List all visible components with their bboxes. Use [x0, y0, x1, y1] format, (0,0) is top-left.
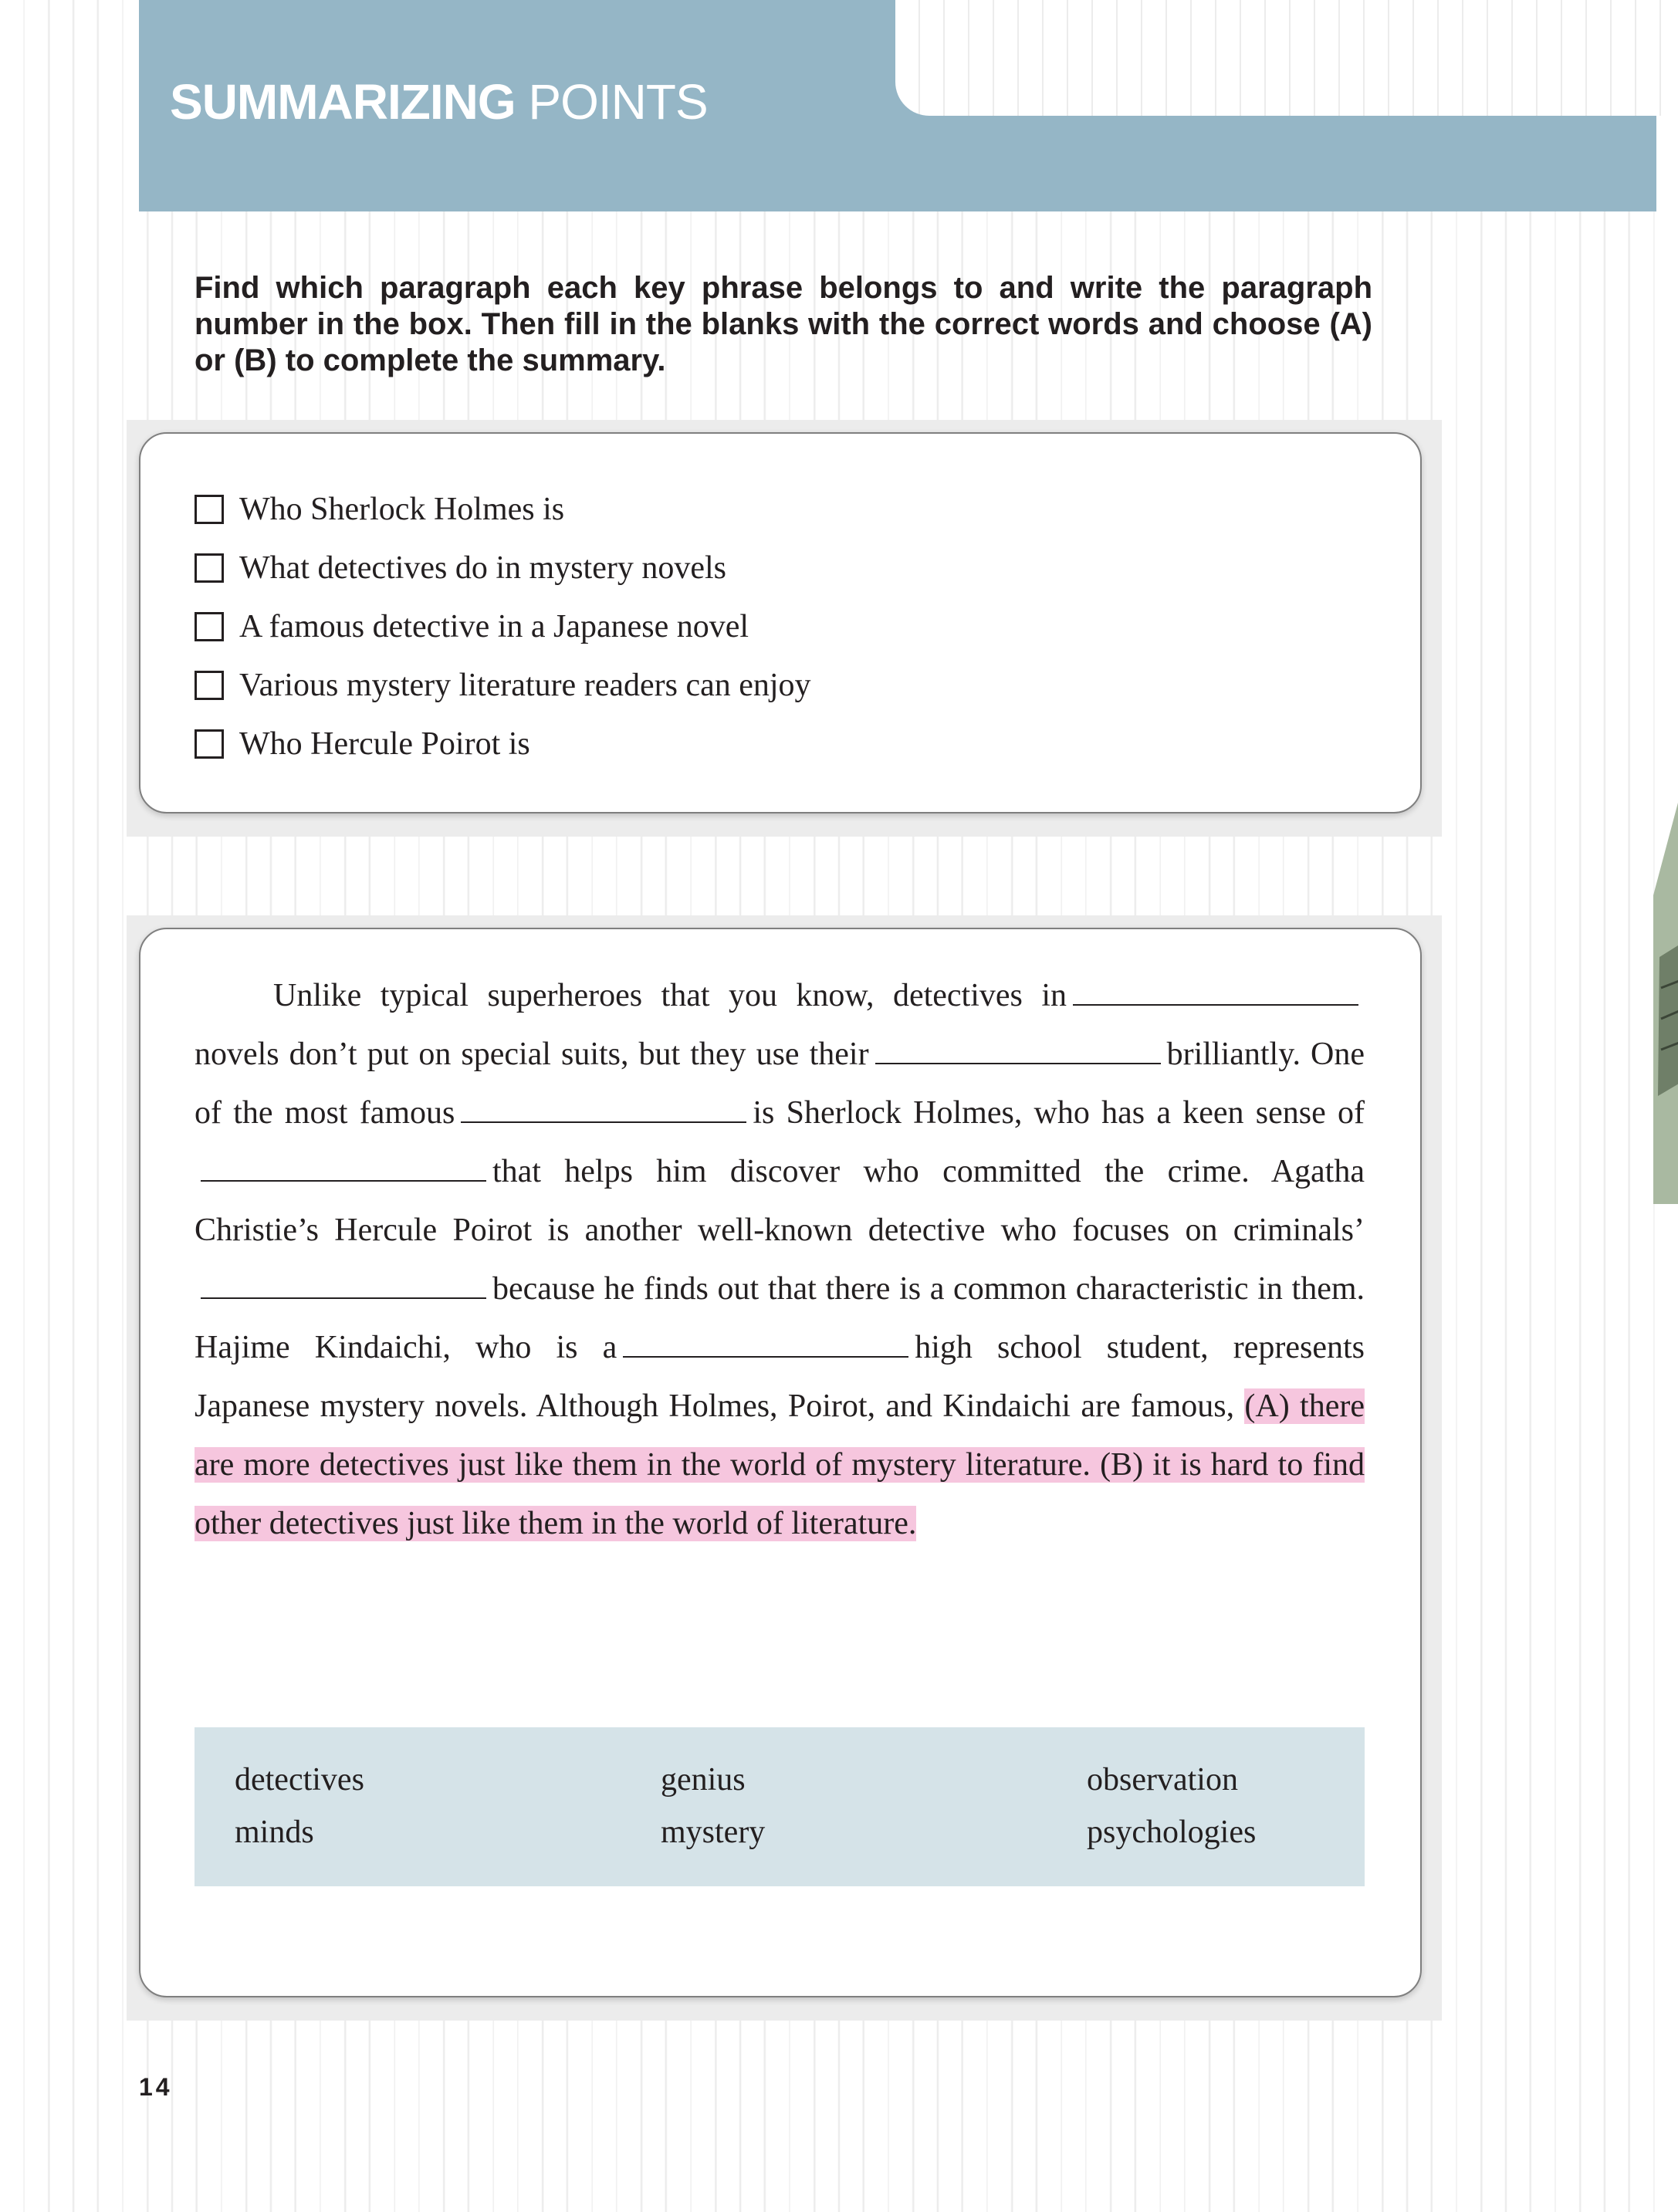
word-bank-item: minds: [235, 1815, 314, 1850]
word-bank-item: psychologies: [1087, 1815, 1257, 1850]
summary-text: novels don’t put on special suits, but they use their: [195, 1037, 869, 1072]
key-phrase-text: A famous detective in a Japanese novel: [239, 609, 749, 644]
word-bank-item: observation: [1087, 1762, 1238, 1798]
key-phrase-item: [195, 539, 811, 597]
blank-6[interactable]: [623, 1328, 908, 1358]
paragraph-number-box[interactable]: [195, 553, 224, 583]
summary-paragraph: [195, 966, 1365, 1553]
blank-2[interactable]: [875, 1035, 1161, 1064]
summary-box: [139, 928, 1422, 1997]
word-bank-item: mystery: [661, 1815, 766, 1850]
key-phrase-item: [195, 715, 811, 773]
key-phrase-text: What detectives do in mystery novels: [239, 550, 727, 586]
paragraph-number-box[interactable]: [195, 612, 224, 641]
key-phrase-text: Who Hercule Poirot is: [239, 726, 530, 762]
paragraph-number-box[interactable]: [195, 671, 224, 700]
side-photo-fragment: [1653, 803, 1678, 1204]
summary-text: is Sherlock Holmes, who has a keen sense of: [753, 1095, 1365, 1131]
summary-text: that helps him discover who committed the crime. Agatha Christie’s Hercule Poirot is another well-known detective who focuses on criminals’: [195, 1154, 1365, 1248]
blank-4[interactable]: [201, 1152, 486, 1182]
blank-1[interactable]: [1073, 976, 1358, 1006]
key-phrase-item: [195, 480, 811, 539]
word-bank: [195, 1727, 1365, 1886]
summary-text: high school student, represents Japanese mystery novels. Although Holmes, Poirot, and Kindaichi are famous,: [195, 1330, 1365, 1424]
key-phrases-box: [139, 432, 1422, 813]
key-phrase-item: [195, 656, 811, 715]
key-phrase-item: [195, 597, 811, 656]
key-phrase-text: Who Sherlock Holmes is: [239, 492, 565, 527]
blank-3[interactable]: [461, 1094, 746, 1123]
paragraph-number-box[interactable]: [195, 729, 224, 759]
section-title-light: POINTS: [528, 74, 708, 130]
key-phrase-list: [195, 480, 811, 773]
instructions: Find which paragraph each key phrase belongs to and write the paragraph number in the box. Then fill in the blanks with the correct words and choose (A) or (B) to complete the summary.: [195, 271, 1372, 377]
option-a[interactable]: (A) there are more detectives just like them in the world of mystery literature.: [195, 1388, 1365, 1483]
paragraph-number-box[interactable]: [195, 495, 224, 524]
key-phrase-text: Various mystery literature readers can enjoy: [239, 668, 811, 703]
section-title-bold: SUMMARIZING: [170, 74, 516, 130]
section-title: [170, 73, 708, 130]
blank-5[interactable]: [201, 1270, 486, 1299]
page-number: 14: [139, 2073, 173, 2101]
summary-text: brilliantly. One of the most famous: [195, 1037, 1365, 1131]
option-gap: [1091, 1447, 1100, 1483]
header-notch: [895, 0, 1678, 116]
word-bank-item: genius: [661, 1762, 746, 1798]
option-b[interactable]: (B) it is hard to find other detectives just like them in the world of literature.: [195, 1447, 1365, 1541]
word-bank-item: detectives: [235, 1762, 364, 1798]
summary-text: because he finds out that there is a common characteristic in them. Hajime Kindaichi, who is a: [195, 1271, 1365, 1365]
summary-text: Unlike typical superheroes that you know, detectives in: [273, 978, 1067, 1013]
